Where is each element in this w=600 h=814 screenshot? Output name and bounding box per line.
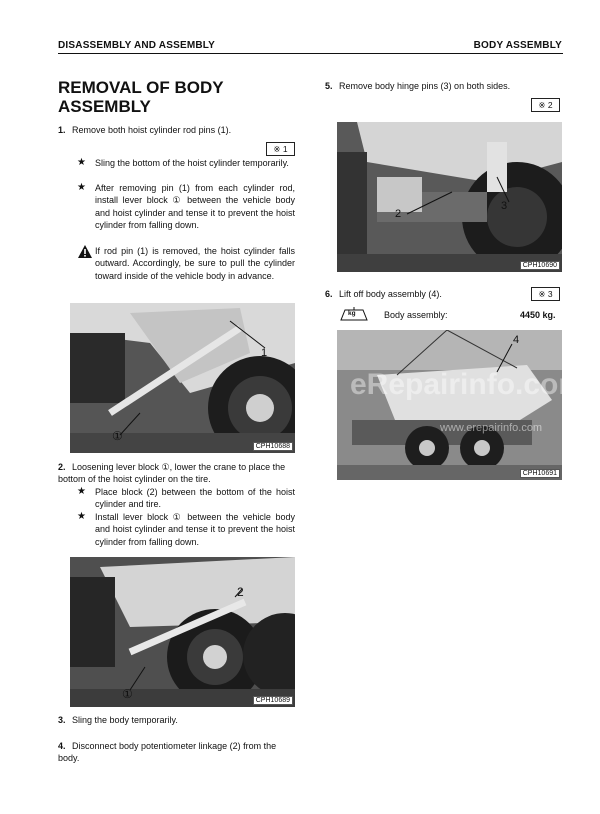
step-1 [58, 124, 288, 136]
photo-body-hinge-pins [337, 122, 562, 272]
callout-4: 4 [513, 334, 520, 346]
star-icon: ★ [77, 486, 86, 497]
weight-value: 4450 kg. [520, 310, 556, 320]
step-number: 3. [58, 715, 66, 725]
callout-3: 3 [501, 200, 508, 212]
ref-tag-3: ※ 3 [531, 287, 560, 301]
star-icon: ★ [77, 182, 86, 193]
ref-tag-1: ※ 1 [266, 142, 295, 156]
photo-caption: CPH10691 [520, 469, 560, 478]
step-text: Sling the body temporarily. [72, 715, 178, 725]
step-text: Disconnect body potentiometer linkage (2) from the body. [58, 741, 277, 763]
callout-1: 1 [261, 347, 268, 359]
warning-triangle-icon [78, 245, 92, 258]
callout-lever-block: ① [122, 687, 133, 701]
running-header-right: BODY ASSEMBLY [473, 40, 562, 51]
step-number: 6. [325, 289, 333, 299]
note-text: After removing pin (1) from each cylinder rod, install lever block ① between the vehicle body and hoist cylinder and tense it to prevent the hoist cylinder from falling down. [95, 183, 295, 230]
step-6 [325, 288, 525, 300]
note-2b [77, 511, 295, 548]
step-2 [58, 461, 288, 485]
step-text: Remove both hoist cylinder rod pins (1). [72, 125, 232, 135]
callout-2: 2 [395, 208, 402, 220]
step-3 [58, 714, 288, 726]
photo-caption: CPH10689 [253, 696, 293, 705]
note-text: Place block (2) between the bottom of the hoist cylinder and tire. [95, 487, 295, 510]
callout-lever-block: ① [112, 429, 123, 443]
warning-note: If rod pin (1) is removed, the hoist cylinder falls outward. Accordingly, be sure to pull the cylinder toward inside of the vehicle body in advance. [95, 246, 295, 281]
note-text: Install lever block ① between the vehicle body and hoist cylinder and tense it to prevent the hoist cylinder from falling down. [95, 512, 295, 547]
watermark-url: www.erepairinfo.com [440, 422, 543, 434]
kg-icon-label: kg [348, 310, 356, 317]
photo-lower-hoist-cylinder [70, 557, 295, 707]
step-text: Loosening lever block ①, lower the crane to place the bottom of the hoist cylinder on the tire. [58, 462, 286, 484]
note-2a [77, 486, 295, 511]
step-number: 5. [325, 81, 333, 91]
step-text: Remove body hinge pins (3) on both sides. [339, 81, 511, 91]
ref-tag-2: ※ 2 [531, 98, 560, 112]
photo-lift-body-assembly [337, 330, 562, 480]
photo-caption: CPH10690 [520, 261, 560, 270]
photo-hoist-cylinder-rod-pin [70, 303, 295, 453]
page-title: REMOVAL OF BODY ASSEMBLY [58, 78, 224, 116]
note-1a [77, 157, 295, 169]
step-number: 1. [58, 125, 66, 135]
weight-label: Body assembly: [384, 310, 448, 320]
step-text: Lift off body assembly (4). [339, 289, 442, 299]
star-icon: ★ [77, 157, 86, 168]
step-number: 4. [58, 741, 66, 751]
step-4 [58, 740, 290, 764]
running-header-left: DISASSEMBLY AND ASSEMBLY [58, 40, 216, 51]
star-icon: ★ [77, 511, 86, 522]
photo-caption: CPH10688 [253, 442, 293, 451]
note-text: Sling the bottom of the hoist cylinder temporarily. [95, 158, 289, 168]
callout-2: 2 [237, 585, 244, 599]
note-1b [77, 182, 295, 231]
header-rule [58, 53, 563, 54]
step-5 [325, 80, 565, 92]
step-number: 2. [58, 462, 66, 472]
watermark: eRepairinfo.com [350, 368, 586, 401]
